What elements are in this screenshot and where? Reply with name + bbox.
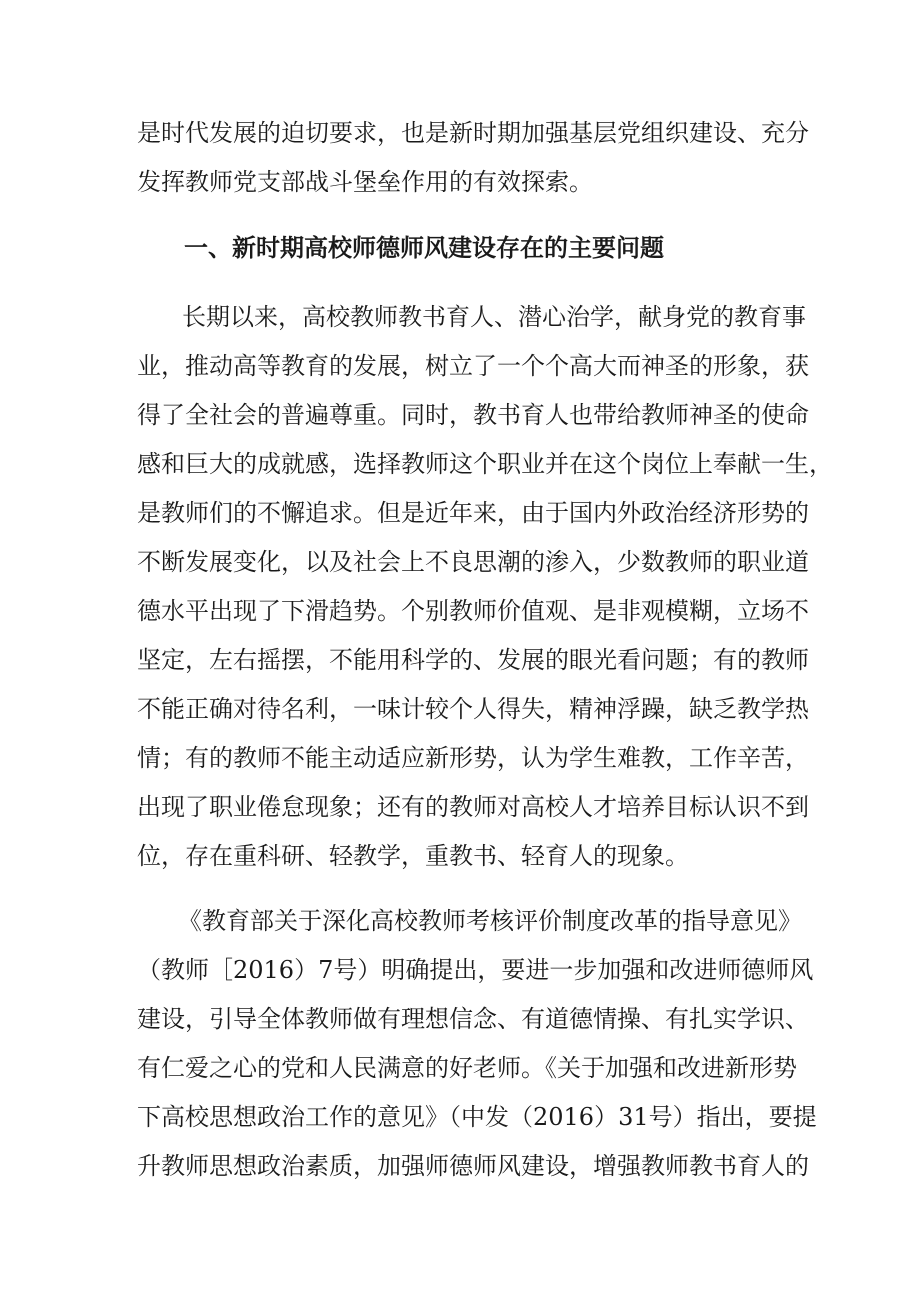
para2-line-6: 升教师思想政治素质，加强师德师风建设，增强教师教书育人的 <box>137 1152 809 1180</box>
para2-line-1: 《教育部关于深化高校教师考核评价制度改革的指导意见》 <box>178 907 802 935</box>
intro-line-1: 是时代发展的迫切要求，也是新时期加强基层党组织建设、充分 <box>137 119 809 147</box>
para1-line-6: 不断发展变化，以及社会上不良思潮的渗入，少数教师的职业道 <box>137 548 809 576</box>
intro-line-2: 发挥教师党支部战斗堡垒作用的有效探索。 <box>137 168 593 196</box>
para1-line-5: 是教师们的不懈追求。但是近年来，由于国内外政治经济形势的 <box>137 499 809 527</box>
para1-line-3: 得了全社会的普遍尊重。同时，教书育人也带给教师神圣的使命 <box>137 401 809 429</box>
para1-line-2: 业，推动高等教育的发展，树立了一个个高大而神圣的形象，获 <box>137 352 809 380</box>
para2-line-2: （教师［2016）7号）明确提出，要进一步加强和改进师德师风 <box>137 956 814 984</box>
para1-line-10: 情；有的教师不能主动适应新形势，认为学生难教，工作辛苦， <box>137 744 809 772</box>
para2-line-4: 有仁爱之心的党和人民满意的好老师。《关于加强和改进新形势 <box>137 1054 797 1082</box>
para1-line-11: 出现了职业倦怠现象；还有的教师对高校人才培养目标认识不到 <box>137 793 809 821</box>
para1-line-8: 坚定，左右摇摆，不能用科学的、发展的眼光看问题；有的教师 <box>137 646 809 674</box>
para1-line-1: 长期以来，高校教师教书育人、潜心治学，献身党的教育事 <box>182 303 806 331</box>
para2-line-5: 下高校思想政治工作的意见》（中发（2016）31号）指出，要提 <box>137 1103 817 1131</box>
para2-line-3: 建设，引导全体教师做有理想信念、有道德情操、有扎实学识、 <box>137 1005 809 1033</box>
para1-line-4: 感和巨大的成就感，选择教师这个职业并在这个岗位上奉献一生， <box>137 450 833 478</box>
para1-line-7: 德水平出现了下滑趋势。个别教师价值观、是非观模糊，立场不 <box>137 597 809 625</box>
para1-line-9: 不能正确对待名利，一味计较个人得失，精神浮躁，缺乏教学热 <box>137 695 809 723</box>
para1-line-12: 位，存在重科研、轻教学，重教书、轻育人的现象。 <box>137 842 689 870</box>
section-heading: 一、新时期高校师德师风建设存在的主要问题 <box>184 234 664 262</box>
